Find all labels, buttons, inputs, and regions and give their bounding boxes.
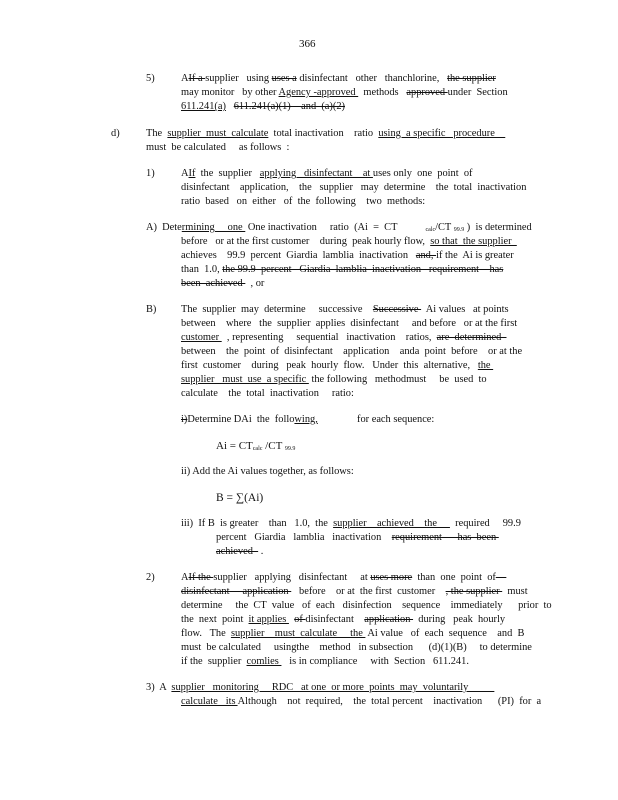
text-run: iii) If B is greater than 1.0, the [181, 518, 334, 529]
item-d2-number: 2) [146, 572, 155, 583]
underlined-text: customer [181, 332, 222, 343]
item-d1-line-3 [181, 196, 425, 208]
underlined-text: Agency -approved [278, 87, 359, 98]
item-B-line-1 [181, 304, 509, 316]
item-5-number: 5) [146, 73, 155, 84]
text-run: disinfectant other thanchlorine, [296, 73, 448, 84]
item-Bi-line-1 [181, 414, 318, 426]
struck-text: 611.241(a)(1) and (a)(2) [233, 101, 345, 112]
text-run: disinfectant application, the supplier may determine the total inactivation [181, 182, 527, 193]
text-run: between where the supplier applies disinfectant and before or at the first [181, 318, 518, 329]
struck-text: If a [188, 73, 206, 84]
item-Biii-line-1 [181, 518, 521, 530]
struck-text: uses more [370, 572, 413, 583]
item-A-line-4 [181, 264, 503, 276]
struck-text: — [495, 572, 507, 583]
item-A-line-5 [181, 278, 264, 290]
struck-text: of [294, 614, 306, 625]
text-run: required 99.9 [449, 518, 521, 529]
underlined-text: applying disinfectant at [259, 168, 373, 179]
text-run: A) Dete [146, 222, 182, 233]
item-5-line-1 [181, 73, 496, 85]
underlined-text: calculate its [181, 696, 238, 707]
underlined-text: comlies [246, 656, 282, 667]
text-run: Determine DAi the follo [187, 414, 295, 425]
text-run: A [181, 168, 189, 179]
underlined-text: supplier must calculate the [230, 628, 366, 639]
item-5-line-3 [181, 101, 345, 113]
item-d1-line-1 [181, 168, 473, 180]
struck-text: i) [181, 414, 188, 425]
item-d2-line-3 [181, 600, 552, 612]
struck-text: been achieved [181, 278, 246, 289]
struck-text: achieved [216, 546, 259, 557]
text-run: The [146, 128, 168, 139]
text-run: if the supplier [181, 656, 247, 667]
text-run: , representing sequential inactivation ratios, [221, 332, 437, 343]
text-run: if the Ai is greater [436, 250, 514, 261]
calc-subscript: calc [425, 227, 436, 233]
text-run: . [258, 546, 264, 557]
text-run: the following methodmust be used to [308, 374, 487, 385]
struck-text: and, [415, 250, 437, 261]
item-B-line-2 [181, 318, 517, 330]
text-run: under Section [447, 87, 508, 98]
item-d-line-1 [146, 128, 505, 140]
underlined-text: supplier achieved the [333, 518, 450, 529]
page-number: 366 [299, 38, 316, 50]
text-run: must be calculated usingthe method in subsection (d)(1)(B) to determine [181, 642, 532, 653]
text-run: Ai values at points [421, 304, 509, 315]
subscript-99-9: 99.9 [453, 227, 465, 233]
item-B-line-6 [181, 374, 487, 386]
item-Bii-line-1: ii) Add the Ai values together, as follows: [181, 466, 354, 477]
item-B-line-4 [181, 346, 522, 358]
struck-text: requirement has been [391, 532, 499, 543]
item-A-line-1-end [464, 222, 532, 233]
text-run: uses only one point of [372, 168, 473, 179]
text-run: flow. The [181, 628, 231, 639]
formula-calc-subscript: calc [252, 446, 263, 452]
text-run: must be calculated as follows : [146, 142, 290, 153]
struck-text: are determined [436, 332, 507, 343]
underlined-text: wing, [294, 414, 318, 425]
item-d2-line-4 [181, 614, 505, 626]
item-5-line-2 [181, 87, 508, 99]
item-d1-line-2 [181, 182, 526, 194]
text-run: achieves 99.9 percent Giardia lamblia inactivation [181, 250, 416, 261]
struck-text: approved [406, 87, 448, 98]
struck-text: the supplier [447, 73, 496, 84]
item-d2-line-7 [181, 656, 469, 668]
item-B-line-3 [181, 332, 506, 344]
text-run: The supplier may determine successive [181, 304, 373, 315]
item-d2-line-5 [181, 628, 524, 640]
underlined-text: If [188, 168, 196, 179]
item-d2-line-1 [181, 572, 506, 584]
item-A-line-1-ct [435, 222, 454, 233]
text-run: A [181, 572, 189, 583]
text-run: is in compliance with Section 611.241. [281, 656, 469, 667]
item-A-line-1-text [146, 222, 397, 233]
formula-b-sum: B = ∑(Ai) [216, 492, 264, 504]
struck-text: the 99.9 percent Giardia lamblia inactivation requirement has [222, 264, 504, 275]
text-run: before or at the first customer [291, 586, 446, 597]
item-B-letter: B) [146, 304, 157, 315]
item-d1-number: 1) [146, 168, 155, 179]
struck-text: disinfectant application [181, 586, 292, 597]
item-A-line-1 [146, 222, 532, 236]
text-run: calculate the total inactivation ratio: [181, 388, 354, 399]
text-run: percent Giardia lamblia inactivation [216, 532, 392, 543]
text-run [226, 101, 234, 112]
text-run: methods [358, 87, 407, 98]
underlined-text: it applies [248, 614, 289, 625]
text-run: ) is determined [464, 222, 532, 233]
item-d3-line-1 [146, 682, 494, 694]
item-d-line-2 [146, 142, 289, 154]
underlined-text: supplier must use a specific [181, 374, 309, 385]
text-run: 3) A [146, 682, 172, 693]
text-run: total inactivation ratio [268, 128, 379, 139]
text-run: /CT [435, 222, 454, 233]
text-run: , or [245, 278, 265, 289]
underlined-text: 611.241(a) [181, 101, 226, 112]
item-d-letter: d) [111, 128, 120, 139]
text-run: One inactivation ratio (Ai = CT [245, 222, 398, 233]
struck-text: Successive [372, 304, 422, 315]
item-B-line-7 [181, 388, 354, 400]
text-run: Ai value of each sequence and B [365, 628, 525, 639]
underlined-text: rmining one [181, 222, 246, 233]
text-run: the next point [181, 614, 249, 625]
text-run: supplier applying disinfectant at [213, 572, 371, 583]
item-Bi-for-each: for each sequence: [357, 414, 435, 425]
formula-ai [216, 440, 295, 455]
text-run: A [181, 73, 189, 84]
item-Biii-line-2 [216, 532, 499, 544]
text-run: than one point of [412, 572, 496, 583]
text-run: than 1.0, [181, 264, 223, 275]
item-d2-line-2 [181, 586, 528, 598]
item-B-line-5 [181, 360, 493, 372]
text-run: the supplier [195, 168, 260, 179]
text-run: disinfectant [305, 614, 365, 625]
text-run: first customer during peak hourly flow. Under this alternative, [181, 360, 478, 371]
underlined-text: the [477, 360, 494, 371]
struck-text: If the [188, 572, 214, 583]
underlined-text: so that the supplier [430, 236, 517, 247]
underlined-text: supplier must calculate [167, 128, 269, 139]
item-A-line-3 [181, 250, 514, 262]
text-run: determine the CT value of each disinfection sequence immediately prior to [181, 600, 552, 611]
text-run: may monitor by other [181, 87, 279, 98]
text-run: supplier using [205, 73, 272, 84]
item-Biii-line-3 [216, 546, 263, 558]
underlined-text: using a specific procedure [378, 128, 506, 139]
text-run: during peak hourly [413, 614, 506, 625]
struck-text: uses a [271, 73, 297, 84]
struck-text: , the supplier [445, 586, 503, 597]
underlined-text: supplier monitoring RDC at one or more points may voluntarily [171, 682, 495, 693]
text-run: Although not required, the total percent inactivation (PI) for a [237, 696, 542, 707]
formula-ct: /CT [262, 440, 285, 452]
item-A-line-2 [181, 236, 517, 248]
text-run: before or at the first customer during peak hourly flow, [181, 236, 431, 247]
item-d3-line-2 [181, 696, 541, 708]
text-run: between the point of disinfectant application anda point before or at the [181, 346, 523, 357]
text-run: ratio based on either of the following two methods: [181, 196, 426, 207]
formula-99-9-subscript: 99.9 [284, 446, 296, 452]
text-run: must [502, 586, 528, 597]
item-d2-line-6 [181, 642, 532, 654]
struck-text: application [364, 614, 414, 625]
formula-ai-left: Ai = CT [216, 440, 253, 452]
